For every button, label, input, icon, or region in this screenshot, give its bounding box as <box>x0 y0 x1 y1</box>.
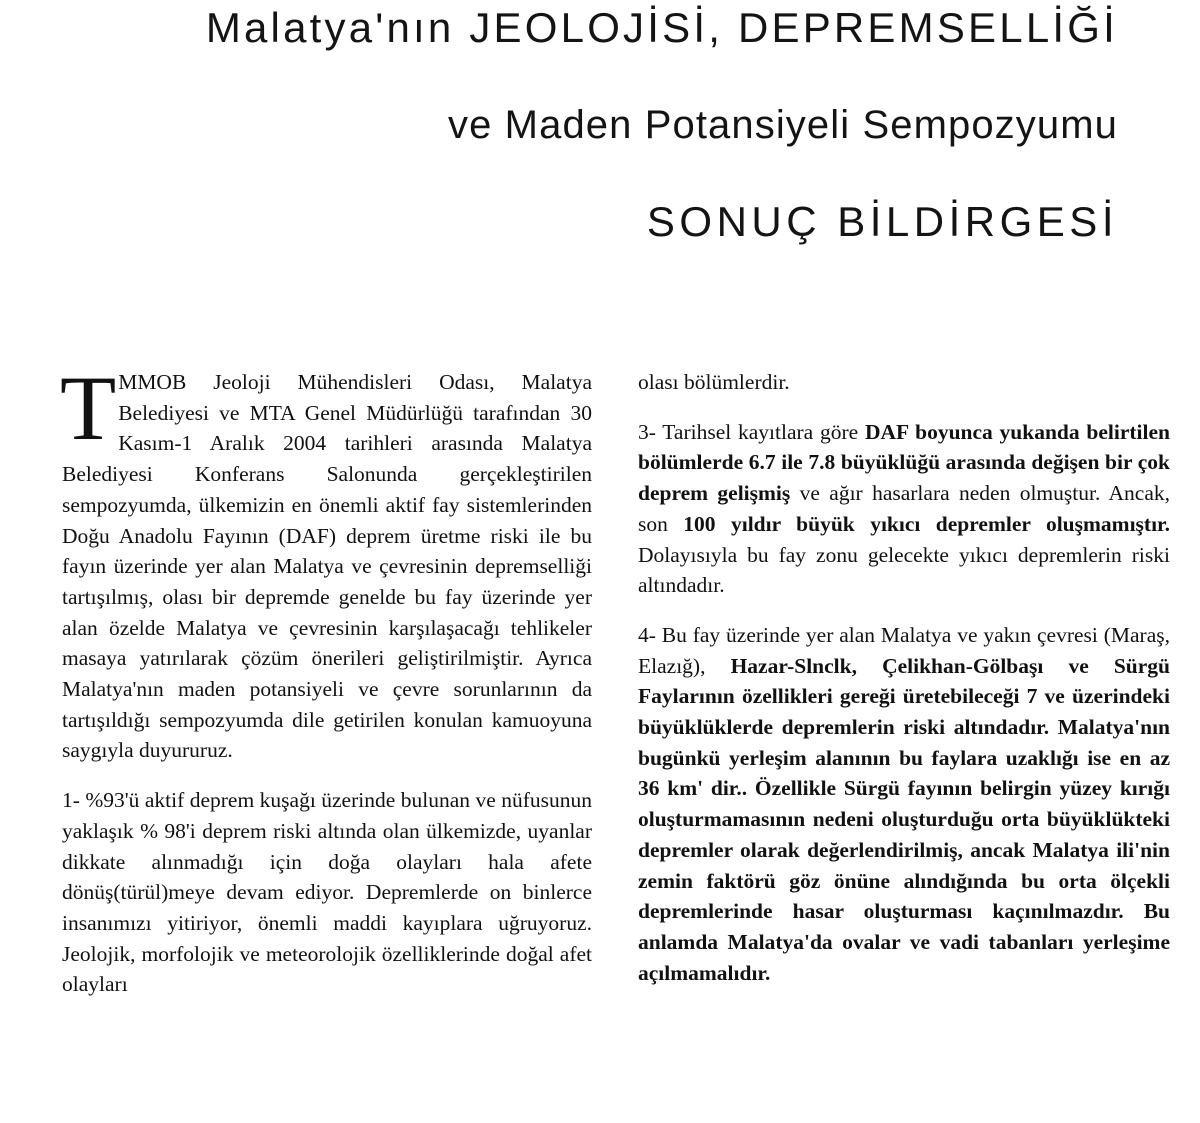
title-line-1: Malatya'nın JEOLOJİSİ, DEPREMSELLİĞİ <box>205 4 1118 51</box>
item-3-bold-2: 100 yıldır büyük yıkıcı depremler oluşmamıştır. <box>683 511 1170 536</box>
intro-text: MMOB Jeoloji Mühendisleri Odası, Malatya Belediyesi ve MTA Genel Müdürlüğü tarafından 30 Kasım-1 Aralık 2004 tarihleri arasında Malatya Belediyesi Konferans Salonunda gerçekleştirilen sempozyumda, ülkemizin en önemli aktif fay sistemlerinden Doğu Anadolu Fayının (DAF) deprem üretme riski ile bu fayın üzerinde yer alan Malatya ve çevresinin depremselliği tartışılmış, olası bir depremde genelde bu fay üzerinde yer alan özelde Malatya ve çevresinin karşılaşacağı tehlikeler masaya yatırılarak çözüm önerileri geliştirilmiştir. Ayrıca Malatya'nın maden potansiyeli ve çevre sorunlarının da tartışıldığı sempozyumda dile getirilen konulan kamuoyuna saygıyla duyururuz. <box>62 370 592 763</box>
column-right <box>638 367 1170 1007</box>
column-left <box>60 357 592 1019</box>
item-3-part-c: ve ağır hasarlara neden olmuştur. Ancak, son <box>638 481 1170 536</box>
title-line-2: ve Maden Potansiyeli Sempozyumu <box>448 103 1118 147</box>
page-bottom-edge <box>0 1105 1200 1123</box>
item-3-paragraph <box>638 417 1170 601</box>
title-line-3: SONUÇ BİLDİRGESİ <box>646 198 1118 245</box>
drop-cap: T <box>60 357 117 459</box>
intro-paragraph <box>60 357 592 766</box>
item-3-part-e: Dolayısıyla bu fay zonu gelecekte yıkıcı depremlerin riski altındadır. <box>638 542 1170 598</box>
item-4-part-a: 4- Bu fay üzerinde yer alan Malatya ve yakın çevresi (Maraş, Elazığ), <box>638 622 1170 678</box>
item-1-paragraph: 1- %93'ü aktif deprem kuşağı üzerinde bulunan ve nüfusunun yaklaşık % 98'i deprem riski altında olan ülkemizde, uyanlar dikkate alınmadığı için doğa olayları hala afete dönüş(türül)meye devam ediyor. Depremlerde on binlerce insanımızı yitiriyor, önemli maddi kayıplara uğruyoruz. Jeolojik, morfolojik ve meteorolojik özelliklerinde doğal afet olayları <box>62 788 592 997</box>
item-3-part-a: 3- Tarihsel kayıtlara göre <box>638 419 865 444</box>
continuation-text: olası bölümlerdir. <box>638 370 790 394</box>
item-3-bold-1: DAF boyunca yukanda belirtilen bölümlerde 6.7 ile 7.8 büyüklüğü arasında değişen bir çok deprem gelişmiş <box>638 419 1170 506</box>
item-4-bold: Hazar-Slnclk, Çelikhan-Gölbaşı ve Sürgü Faylarının özellikleri gereği üretebileceği 7 ve üzerindeki büyüklüklerde depremlerin riski altındadır. Malatya'nın bugünkü yerleşim alanının bu faylara uzaklığı ise en az 36 km' dir.. Özellikle Sürgü fayının belirgin yüzey kırığı oluşturmamasının nedeni oluşturduğu orta büyüklükteki depremler olarak değerlendirilmiş, ancak Malatya ili'nin zemin faktörü göz önüne alındığında bu orta ölçekli depremlerinde hasar oluşturması kaçınılmazdır. Bu anlamda Malatya'da ovalar ve vadi tabanları yerleşime açılmamalıdır. <box>638 653 1171 985</box>
item-4-paragraph <box>638 620 1170 988</box>
